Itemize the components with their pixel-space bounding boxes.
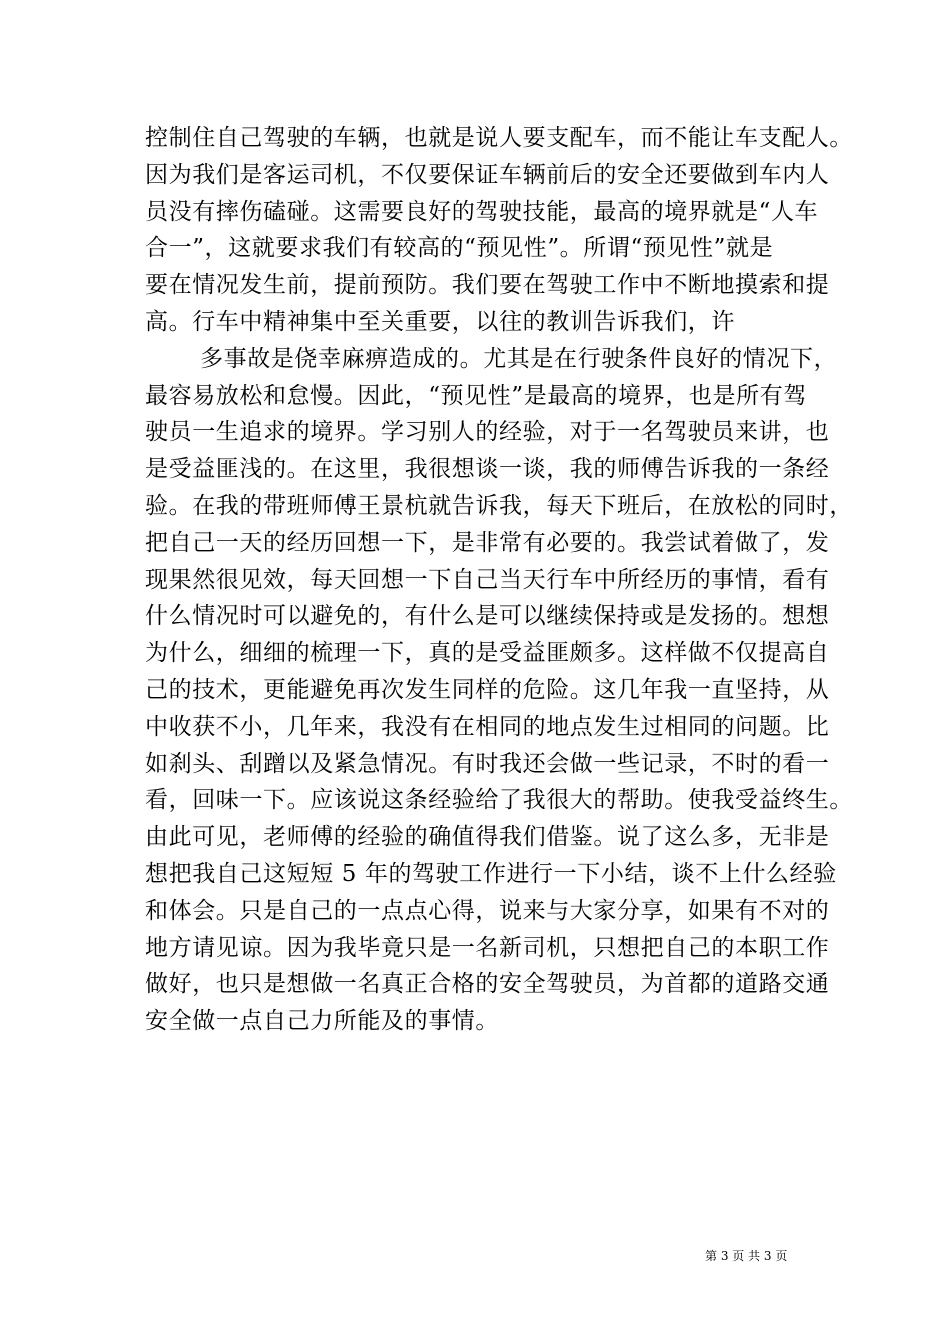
text-line: 由此可见，老师傅的经验的确值得我们借鉴。说了这么多，无非是: [145, 824, 830, 851]
text-line: 现果然很见效，每天回想一下自己当天行车中所经历的事情，看有: [145, 566, 830, 593]
text-line: 想把我自己这短短 5 年的驾驶工作进行一下小结，谈不上什么经验: [145, 860, 837, 887]
text-line: 驶员一生追求的境界。学习别人的经验，对于一名驾驶员来讲，也: [145, 419, 830, 446]
text-line: 因为我们是客运司机，不仅要保证车辆前后的安全还要做到车内人: [145, 161, 830, 188]
text-line: 把自己一天的经历回想一下，是非常有必要的。我尝试着做了，发: [145, 529, 830, 556]
page-number-footer: 第 3 页 共 3 页: [705, 1249, 788, 1263]
text-line: 看，回味一下。应该说这条经验给了我很大的帮助。使我受益终生。: [145, 787, 853, 814]
text-line: 为什么，细细的梳理一下，真的是受益匪颇多。这样做不仅提高自: [145, 640, 830, 667]
text-line: 验。在我的带班师傅王景杭就告诉我，每天下班后，在放松的同时，: [145, 492, 853, 519]
text-line: 中收获不小，几年来，我没有在相同的地点发生过相同的问题。比: [145, 713, 830, 740]
text-line: 最容易放松和怠慢。因此，“预见性”是最高的境界，也是所有驾: [145, 382, 807, 409]
text-line: 多事故是侥幸麻痹造成的。尤其是在行驶条件良好的情况下，: [200, 345, 838, 372]
text-line: 员没有摔伤磕碰。这需要良好的驾驶技能，最高的境界就是“人车: [145, 198, 819, 225]
text-line: 合一”，这就要求我们有较高的“预见性”。所谓“预见性”就是: [145, 235, 774, 262]
text-line: 和体会。只是自己的一点点心得，说来与大家分享，如果有不对的: [145, 897, 830, 924]
text-line: 要在情况发生前，提前预防。我们要在驾驶工作中不断地摸索和提: [145, 272, 830, 299]
body-text: [145, 120, 853, 1040]
text-line: 安全做一点自己力所能及的事情。: [145, 1008, 499, 1035]
text-line: 什么情况时可以避免的，有什么是可以继续保持或是发扬的。想想: [145, 603, 830, 630]
text-line: 己的技术，更能避免再次发生同样的危险。这几年我一直坚持，从: [145, 676, 830, 703]
text-line: 是受益匪浅的。在这里，我很想谈一谈，我的师傅告诉我的一条经: [145, 456, 830, 483]
text-line: 如刹头、刮蹭以及紧急情况。有时我还会做一些记录，不时的看一: [145, 750, 830, 777]
text-line: 高。行车中精神集中至关重要，以往的教训告诉我们，许: [145, 308, 735, 335]
text-line: 做好，也只是想做一名真正合格的安全驾驶员，为首都的道路交通: [145, 971, 830, 998]
text-line: 控制住自己驾驶的车辆，也就是说人要支配车，而不能让车支配人。: [145, 125, 853, 151]
text-line: 地方请见谅。因为我毕竟只是一名新司机，只想把自己的本职工作: [145, 934, 830, 961]
